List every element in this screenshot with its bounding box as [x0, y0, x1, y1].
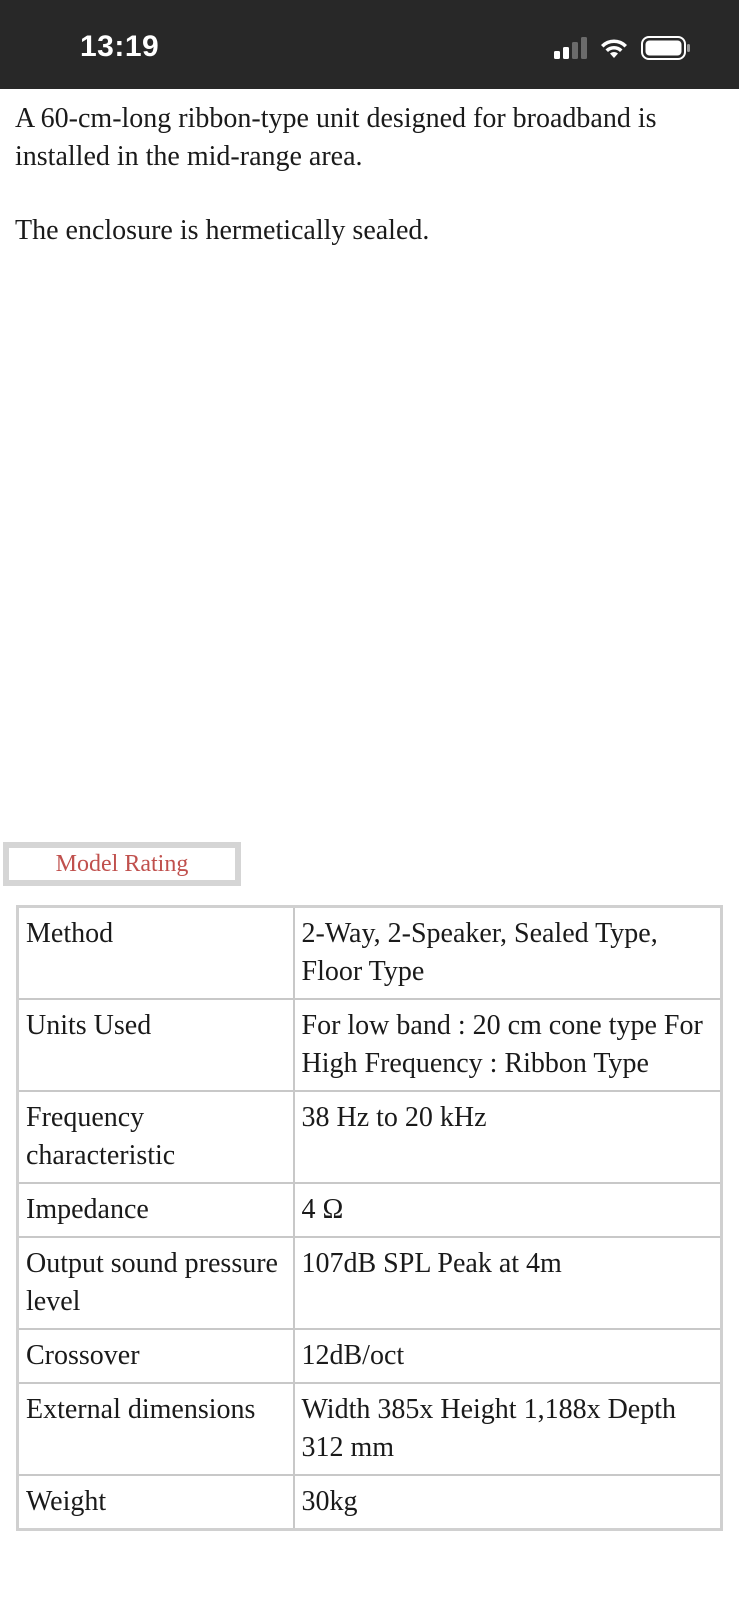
table-row [18, 1475, 722, 1530]
table-row [18, 1237, 722, 1329]
battery-icon [641, 36, 691, 60]
spec-label-impedance: Impedance [18, 1183, 294, 1237]
status-icons [554, 34, 691, 62]
spec-value-dimensions: Width 385x Height 1,188x Depth 312 mm [294, 1383, 722, 1475]
spec-value-method: 2-Way, 2-Speaker, Sealed Type, Floor Type [294, 907, 722, 1000]
table-row [18, 907, 722, 1000]
cellular-signal-icon [554, 37, 587, 59]
spec-label-weight: Weight [18, 1475, 294, 1530]
spec-table [16, 905, 723, 1531]
spec-label-output-spl: Output sound pressure level [18, 1237, 294, 1329]
spec-label-units-used: Units Used [18, 999, 294, 1091]
spec-value-crossover: 12dB/oct [294, 1329, 722, 1383]
spec-value-output-spl: 107dB SPL Peak at 4m [294, 1237, 722, 1329]
table-row [18, 1383, 722, 1475]
table-row [18, 1091, 722, 1183]
spec-label-method: Method [18, 907, 294, 1000]
spec-value-units-used: For low band : 20 cm cone type For High Frequency : Ribbon Type [294, 999, 722, 1091]
status-time: 13:19 [80, 30, 160, 63]
model-rating-label [3, 842, 241, 886]
intro-text [15, 100, 727, 286]
spec-value-impedance: 4 Ω [294, 1183, 722, 1237]
table-row [18, 1329, 722, 1383]
spec-value-frequency: 38 Hz to 20 kHz [294, 1091, 722, 1183]
spec-label-dimensions: External dimensions [18, 1383, 294, 1475]
wifi-icon [599, 37, 629, 59]
status-bar [0, 0, 739, 89]
intro-paragraph-enclosure: The enclosure is hermetically sealed. [15, 215, 430, 246]
spec-label-frequency: Frequency characteristic [18, 1091, 294, 1183]
intro-paragraph-ribbon: A 60-cm-long ribbon-type unit designed for broadband is installed in the mid-range area. [15, 103, 657, 172]
table-row [18, 999, 722, 1091]
spec-label-crossover: Crossover [18, 1329, 294, 1383]
spec-value-weight: 30kg [294, 1475, 722, 1530]
table-row [18, 1183, 722, 1237]
model-rating-text: Model Rating [55, 850, 189, 877]
